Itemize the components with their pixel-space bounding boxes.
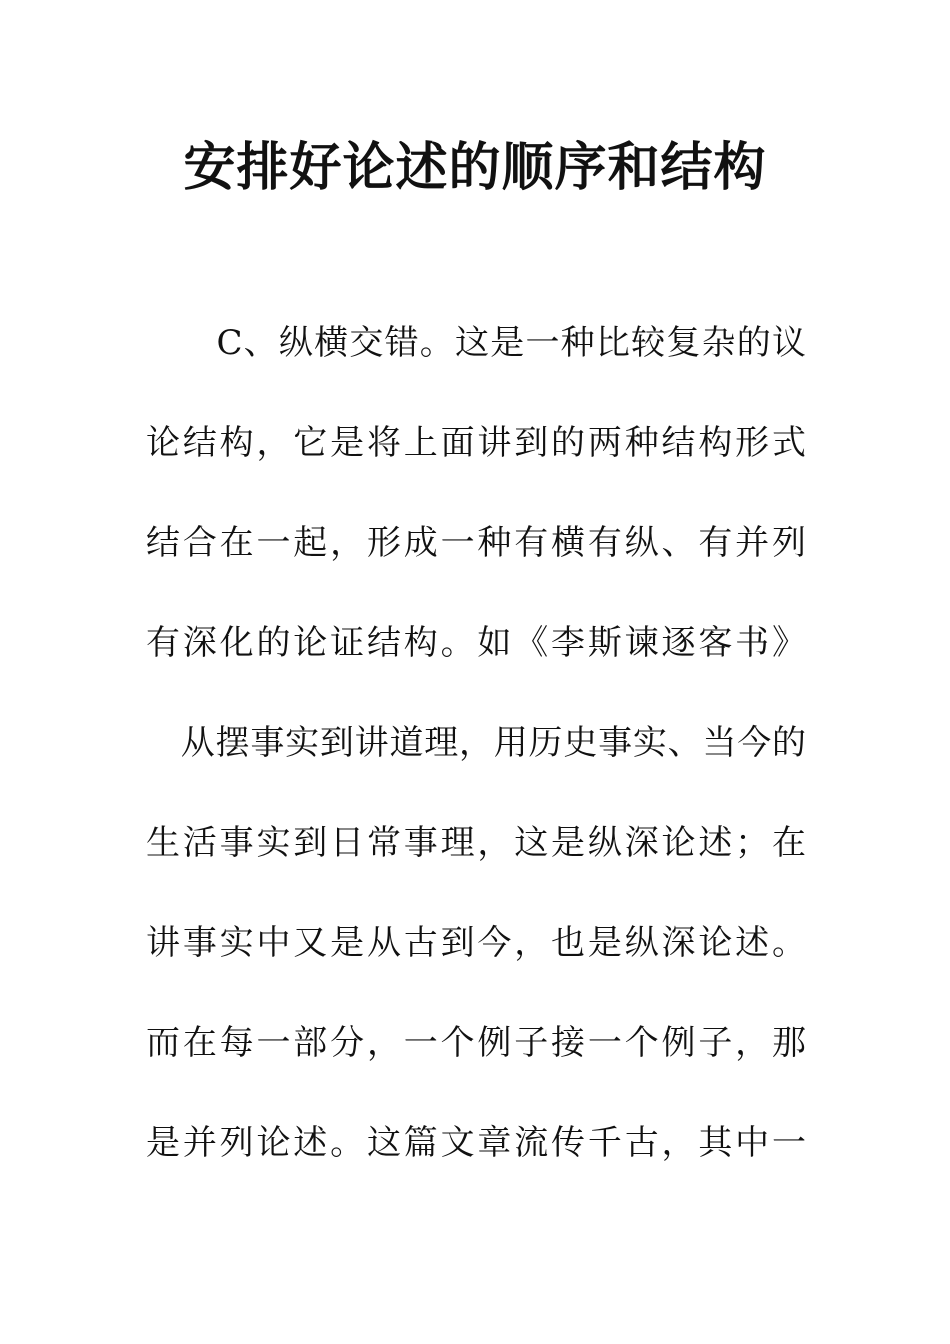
text-line-1: C、纵横交错。这是一种比较复杂的议 (146, 323, 806, 363)
text-line-2: 论结构，它是将上面讲到的两种结构形式 (146, 423, 806, 463)
body-paragraph (146, 293, 806, 1193)
text-line-8: 而在每一部分，一个例子接一个例子，那 (146, 1023, 806, 1063)
text-line-3: 结合在一起，形成一种有横有纵、有并列 (146, 523, 806, 563)
text-line-9: 是并列论述。这篇文章流传千古，其中一 (146, 1123, 806, 1163)
text-line-6: 生活事实到日常事理，这是纵深论述；在 (146, 823, 806, 863)
page-title: 安排好论述的顺序和结构 (183, 138, 767, 198)
text-line-5: 从摆事实到讲道理，用历史事实、当今的 (146, 723, 806, 763)
text-line-4: 有深化的论证结构。如《李斯谏逐客书》 (146, 623, 806, 663)
text-line-7: 讲事实中又是从古到今，也是纵深论述。 (146, 923, 806, 963)
